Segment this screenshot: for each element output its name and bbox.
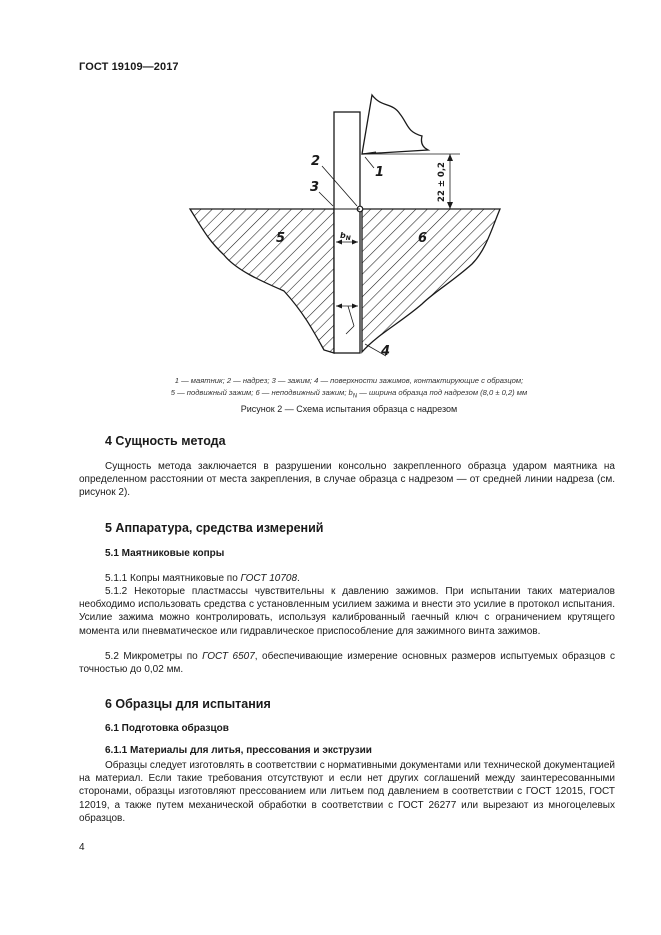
section-5-heading: 5 Аппаратура, средства измерений (105, 521, 324, 535)
pendulum-1 (362, 95, 428, 154)
paragraph-6-1-1: Образцы следует изготовлять в соответствии с нормативными документами или технической документацией на материал. Если такие требования отсутствуют и если нет других соглашений между заинтересованными сторонами, образцы изготовляют прессованием или литьем под давлением в соответствии с ГОСТ 12015, ГОСТ 12019, а также путем механической обработки в соответствии с ГОСТ 26277 или вырезают из многоцелевых образцов. (79, 760, 615, 824)
width-label: $b_N$ (340, 231, 351, 242)
paragraph-5-2: 5.2 Микрометры по ГОСТ 6507, обеспечивающие измерение основных размеров испытуемых образцов с точностью до 0,02 мм. (79, 651, 615, 676)
page-number: 4 (79, 842, 85, 853)
paragraph-5-1-1: 5.1.1 Копры маятниковые по ГОСТ 10708. (105, 573, 300, 584)
specimen (334, 112, 360, 353)
movable-clamp-5 (190, 209, 334, 353)
fixed-clamp-6 (362, 209, 500, 352)
paragraph-5-1-2: 5.1.2 Некоторые пластмассы чувствительны к давлению зажимов. При испытании таких материалов необходимо использовать средства с установленным усилием зажима и внести это усилие в протокол испытания. Усилие зажима можно контролировать, используя калиброванный гаечный ключ с ограничением крутящего момента или пневматическое или гидравлическое приспособление для зажимного винта зажимов. (79, 586, 615, 637)
dimension-label: 22 ± 0,2 (437, 162, 447, 202)
figure-drawing (186, 88, 506, 366)
label-5: 5 (276, 231, 286, 246)
section-4-heading: 4 Сущность метода (105, 434, 226, 448)
label-4: 4 (381, 344, 391, 359)
figure-caption: Рисунок 2 — Схема испытания образца с надрезом (240, 404, 458, 414)
link-gost-10708[interactable]: ГОСТ 10708 (240, 573, 298, 584)
subsection-6-1-1-heading: 6.1.1 Материалы для литья, прессования и экструзии (105, 745, 372, 756)
section-4-text: Сущность метода заключается в разрушении консольно закрепленного образца ударом маятника на определенном расстоянии от места закрепления, в случае образца с надрезом — от средней линии надреза (см. рисунок 2). (79, 461, 615, 499)
label-1: 1 (375, 165, 385, 180)
document-header: ГОСТ 19109—2017 (79, 61, 179, 73)
test-scheme-figure (186, 88, 506, 366)
figure-legend-line-2: 5 — подвижный зажим; 6 — неподвижный зажим; $b_N$ — ширина образца под надрезом (8,0 ± 0,2) мм (170, 388, 528, 400)
figure-legend-line-1: 1 — маятник; 2 — надрез; 3 — зажим; 4 — поверхности зажимов, контактирующие с образцом; (174, 376, 524, 385)
subsection-5-1-heading: 5.1 Маятниковые копры (105, 548, 225, 559)
subsection-6-1-heading: 6.1 Подготовка образцов (105, 723, 229, 734)
label-2: 2 (311, 154, 321, 169)
label-3: 3 (310, 180, 320, 195)
section-6-heading: 6 Образцы для испытания (105, 697, 271, 711)
link-gost-6507[interactable]: ГОСТ 6507 (202, 651, 255, 662)
label-6: 6 (418, 231, 428, 246)
